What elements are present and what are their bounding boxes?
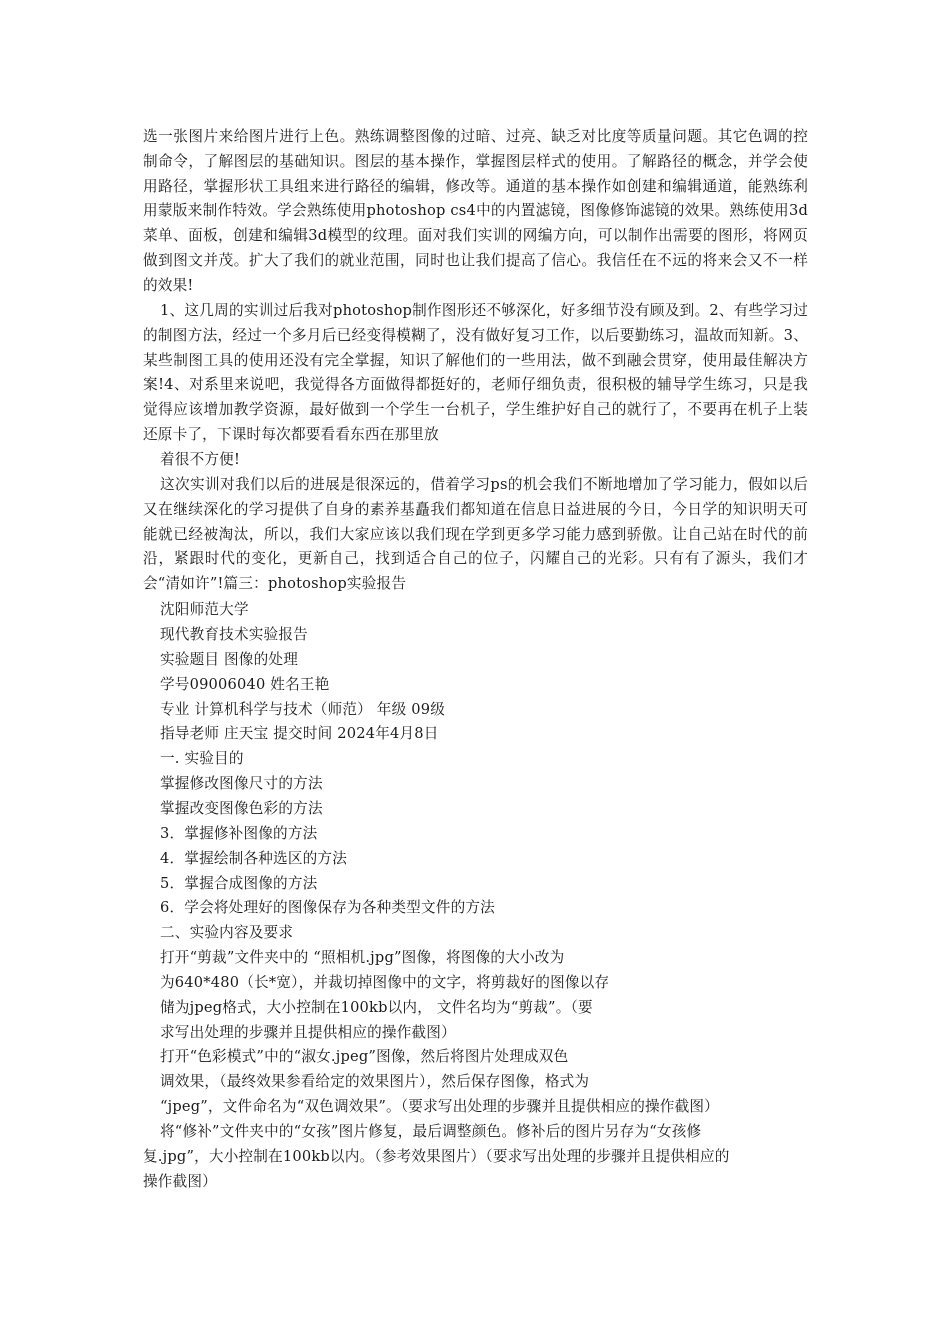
goal-item: 5．掌握合成图像的方法 (160, 875, 318, 892)
task-line: 求写出处理的步骤并且提供相应的操作截图） (160, 1024, 456, 1041)
task-line: 将“修补”文件夹中的“女孩”图片修复，最后调整颜色。修补后的图片另存为“女孩修 (160, 1123, 702, 1140)
goal-item: 掌握改变图像色彩的方法 (160, 800, 323, 817)
line-inconvenient: 着很不方便! (160, 451, 241, 468)
major-info: 专业 计算机科学与技术（师范） 年级 09级 (160, 701, 445, 718)
goal-item: 掌握修改图像尺寸的方法 (160, 775, 323, 792)
section-heading-content: 二、实验内容及要求 (160, 924, 294, 941)
paragraph-summary: 选一张图片来给图片进行上色。熟练调整图像的过暗、过亮、缺乏对比度等质量问题。其它色调的控制命令，了解图层的基础知识。图层的基本操作，掌握图层样式的使用。了解路径的概念，并学会使用路径，掌握形状工具组来进行路径的编辑，修改等。通道的基本操作如创建和编辑通道，能熟练利用蒙版来制作特效。学会熟练使用photoshop cs4中的内置滤镜，图像修饰滤镜的效果。熟练使用3d菜单、面板，创建和编辑3d模型的纹理。面对我们实训的网编方向，可以制作出需要的图形，将网页做到图文并茂。扩大了我们的就业范围，同时也让我们提高了信心。我信任在不远的将来会又不一样的效果! (143, 128, 808, 294)
paragraph-shortcomings: 1、这几周的实训过后我对photoshop制作图形还不够深化，好多细节没有顾及到。2、有些学习过的制图方法，经过一个多月后已经变得模糊了，没有做好复习工作，以后要勤练习，温故而知新。3、某些制图工具的使用还没有完全掌握，知识了解他们的一些用法，做不到融会贯穿，使用最佳解决方案!4、对系里来说吧，我觉得各方面做得都挺好的，老师仔细负责，很积极的辅导学生练习，只是我觉得应该增加教学资源，最好做到一个学生一台机子，学生维护好自己的就行了，不要再在机子上装还原卡了，下课时每次都要看看东西在那里放 (143, 302, 808, 443)
task-line: 储为jpeg格式，大小控制在100kb以内， 文件名均为“剪裁”。（要 (160, 999, 593, 1016)
goal-item: 3．掌握修补图像的方法 (160, 825, 318, 842)
task-line: 复.jpg”，大小控制在100kb以内。（参考效果图片）（要求写出处理的步骤并且提供相应的 (143, 1148, 730, 1165)
teacher-info: 指导老师 庄天宝 提交时间 2024年4月8日 (160, 725, 439, 742)
task-line: 为640*480（长*宽），并裁切掉图像中的文字，将剪裁好的图像以存 (160, 974, 610, 991)
experiment-topic: 实验题目 图像的处理 (160, 651, 298, 668)
paragraph-conclusion: 这次实训对我们以后的进展是很深远的，借着学习ps的机会我们不断地增加了学习能力，假如以后又在继续深化的学习提供了自身的素养基矗我们都知道在信息日益进展的今日，今日学的知识明天可能就已经被淘汰，所以，我们大家应该以我们现在学到更多学习能力感到骄傲。让自己站在时代的前沿，紧跟时代的变化，更新自己，找到适合自己的位子，闪耀自己的光彩。只有有了源头，我们才会“清如许”!篇三：photoshop实验报告 (143, 476, 808, 593)
task-line: 打开“色彩模式”中的“淑女.jpeg”图像，然后将图片处理成双色 (160, 1048, 569, 1065)
task-line: 操作截图） (143, 1173, 217, 1190)
section-heading-goals: 一. 实验目的 (160, 750, 244, 767)
report-title: 现代教育技术实验报告 (160, 626, 308, 643)
task-line: “jpeg”，文件命名为“双色调效果”。（要求写出处理的步骤并且提供相应的操作截图） (160, 1098, 719, 1115)
student-info: 学号09006040 姓名王艳 (160, 676, 330, 693)
task-line: 打开“剪裁”文件夹中的 “照相机.jpg”图像，将图像的大小改为 (160, 949, 565, 966)
goal-item: 6．学会将处理好的图像保存为各种类型文件的方法 (160, 899, 495, 916)
university-name: 沈阳师范大学 (160, 601, 249, 618)
task-line: 调效果，（最终效果参看给定的效果图片），然后保存图像，格式为 (160, 1073, 590, 1090)
goal-item: 4．掌握绘制各种选区的方法 (160, 850, 348, 867)
